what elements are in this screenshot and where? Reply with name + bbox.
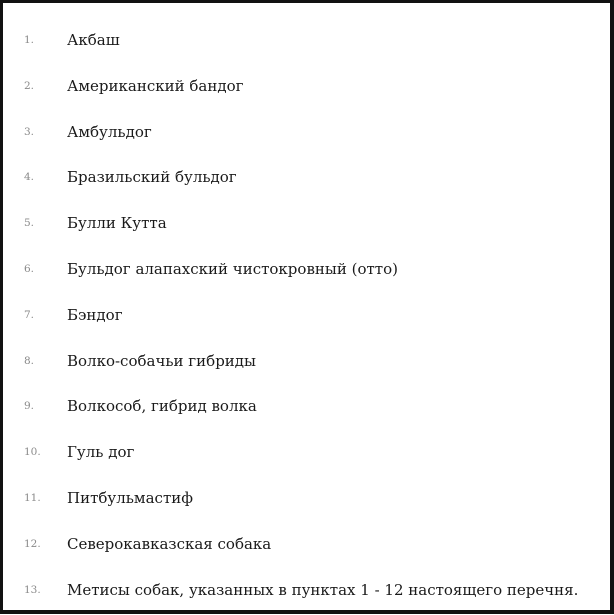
- list-item-number: 8.: [24, 354, 35, 367]
- list-item: [3, 478, 610, 524]
- list-item-label: Бульдог алапахский чистокровный (отто): [67, 259, 398, 278]
- list-item-number: 12.: [24, 537, 41, 550]
- list-item: [3, 20, 610, 66]
- list-item-number: 13.: [24, 583, 41, 596]
- list-item: [3, 386, 610, 432]
- list-item: [3, 432, 610, 478]
- list-item: [3, 341, 610, 387]
- list-item-label: Метисы собак, указанных в пунктах 1 - 12 настоящего перечня.: [67, 580, 579, 599]
- list-item-label: Гуль дог: [67, 443, 135, 462]
- list-item-label: Волкособ, гибрид волка: [67, 397, 257, 416]
- breed-list: [3, 20, 610, 615]
- list-item-number: 6.: [24, 262, 35, 275]
- list-item: [3, 66, 610, 112]
- list-item-label: Бразильский бульдог: [67, 168, 237, 187]
- list-item-label: Северокавказская собака: [67, 534, 272, 553]
- list-item-label: Питбульмастиф: [67, 488, 193, 507]
- list-item-label: Бэндог: [67, 305, 123, 324]
- list-item: [3, 570, 610, 615]
- list-item-number: 2.: [24, 79, 35, 92]
- list-item-number: 11.: [24, 491, 41, 504]
- list-item: [3, 203, 610, 249]
- list-item-number: 9.: [24, 400, 35, 413]
- list-item-number: 4.: [24, 171, 35, 184]
- list-item: [3, 249, 610, 295]
- list-item-number: 3.: [24, 125, 35, 138]
- list-item-number: 1.: [24, 34, 35, 46]
- list-item-number: 7.: [24, 308, 35, 321]
- list-item-number: 10.: [24, 446, 41, 459]
- list-item: [3, 112, 610, 158]
- list-item-label: Волко-собачьи гибриды: [67, 351, 256, 370]
- list-item-label: Булли Кутта: [67, 214, 167, 233]
- list-item-label: Амбульдог: [67, 122, 152, 141]
- list-item: [3, 157, 610, 203]
- list-item: [3, 295, 610, 341]
- list-item-label: Американский бандог: [67, 76, 244, 95]
- list-item-label: Акбаш: [67, 31, 120, 49]
- list-item: [3, 524, 610, 570]
- list-item-number: 5.: [24, 217, 35, 230]
